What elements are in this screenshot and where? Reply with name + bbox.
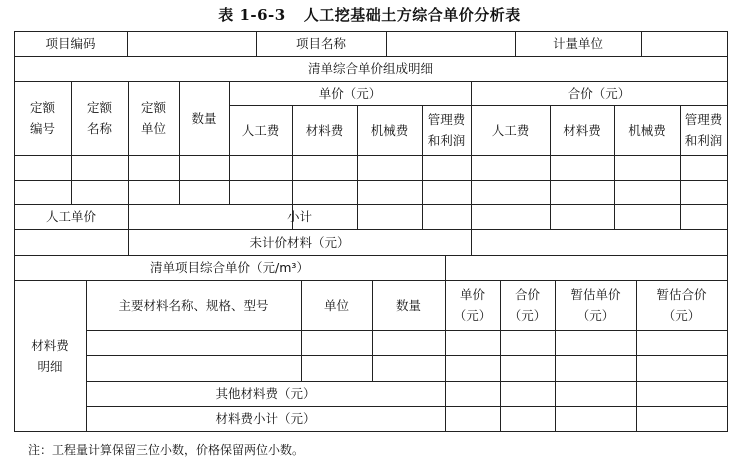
col-unit-price-group: 单价（元） — [318, 85, 382, 101]
col-total-price-group: 合价（元） — [567, 85, 631, 101]
labor-unit-price-label: 人工单价 — [45, 209, 96, 224]
material-name-spec-header: 主要材料名称、规格、型号 — [118, 297, 269, 313]
material-unit-price-header: 单价 （元） — [453, 287, 492, 323]
material-est-unit-price-header: 暂估单价 （元） — [570, 287, 621, 323]
material-total-price-header: 合价 （元） — [508, 287, 547, 323]
section-title: 清单综合单价组成明细 — [307, 61, 433, 76]
col-total-material: 材料费 — [563, 122, 601, 138]
col-unit-management: 管理费 和利润 — [427, 112, 466, 148]
material-detail-label: 材料费 明细 — [31, 337, 69, 374]
col-unit-material: 材料费 — [305, 122, 344, 138]
project-name-label: 项目名称 — [295, 36, 346, 51]
col-quantity: 数量 — [191, 110, 217, 126]
col-unit-labor: 人工费 — [241, 122, 280, 138]
col-quota-name: 定额 名称 — [86, 100, 112, 136]
table-note: 注：工程量计算保留三位小数，价格保留两位小数。 — [28, 443, 305, 457]
table-number: 表 1-6-3 — [218, 6, 286, 24]
other-material-label: 其他材料费（元） — [215, 386, 316, 401]
unit-of-measure-label: 计量单位 — [552, 36, 603, 51]
unpriced-material-label: 未计价材料（元） — [249, 234, 350, 250]
material-unit-header: 单位 — [323, 297, 349, 313]
col-total-management: 管理费 和利润 — [684, 112, 723, 148]
col-quota-code: 定额 编号 — [29, 100, 55, 136]
project-code-label: 项目编码 — [45, 36, 96, 51]
col-unit-machinery: 机械费 — [370, 122, 409, 138]
col-total-labor: 人工费 — [491, 122, 530, 138]
material-quantity-header: 数量 — [395, 297, 421, 313]
material-subtotal-label: 材料费小计（元） — [215, 411, 316, 426]
col-total-machinery: 机械费 — [628, 122, 666, 138]
material-est-total-price-header: 暂估合价 （元） — [656, 287, 707, 323]
subtotal-label: 小计 — [286, 209, 312, 224]
table-title-text: 人工挖基础土方综合单价分析表 — [303, 6, 521, 24]
item-unit-price-label: 清单项目综合单价（元/m³） — [150, 260, 309, 275]
col-quota-unit: 定额 单位 — [140, 100, 166, 136]
